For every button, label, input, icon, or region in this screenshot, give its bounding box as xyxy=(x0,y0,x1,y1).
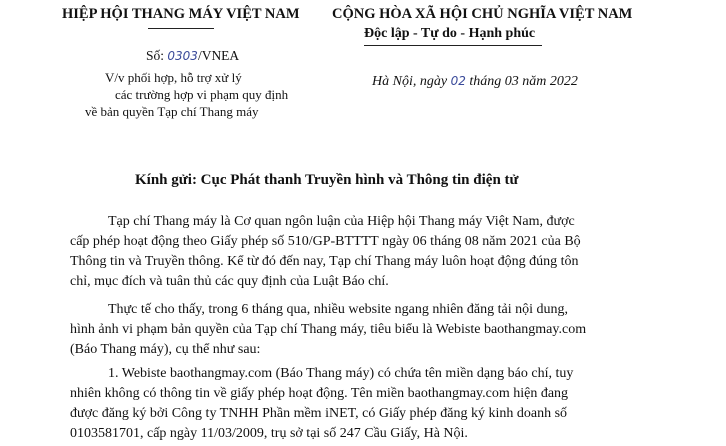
body-line: Tạp chí Thang máy là Cơ quan ngôn luận của Hiệp hội Thang máy Việt Nam, được xyxy=(108,214,575,229)
subject-line: V/v phối hợp, hỗ trợ xử lý xyxy=(105,70,242,85)
document-number-suffix: /VNEA xyxy=(197,48,240,63)
body-line: cấp phép hoạt động theo Giấy phép số 510/GP-BTTTT ngày 06 tháng 08 năm 2021 của Bộ xyxy=(70,234,581,249)
date-prefix: Hà Nội, ngày xyxy=(372,74,448,89)
date-line xyxy=(372,74,578,90)
body-line: Thực tế cho thấy, trong 6 tháng qua, nhiều website ngang nhiên đăng tải nội dung, xyxy=(108,302,569,317)
date-day-handwritten: 02 xyxy=(450,74,466,88)
subject-line: các trường hợp vi phạm quy định xyxy=(115,87,289,102)
body-line: (Báo Thang máy), cụ thể như sau: xyxy=(70,342,261,357)
subject-line: về bản quyền Tạp chí Thang máy xyxy=(85,104,259,119)
body-line: hình ảnh vi phạm bản quyền của Tạp chí Thang máy, tiêu biểu là Webiste baothangmay.com xyxy=(70,322,587,337)
body-line: nhiên không có thông tin về giấy phép hoạt động. Tên miền baothangmay.com hiện đang xyxy=(70,386,569,401)
body-line: được đăng ký bởi Công ty TNHH Phần mềm iNET, có Giấy phép đăng ký kinh doanh số xyxy=(70,406,568,421)
republic-name: CỘNG HÒA XÃ HỘI CHỦ NGHĨA VIỆT NAM xyxy=(332,6,633,22)
body-line: chỉ, mục đích và tuân thủ các quy định của Luật Báo chí. xyxy=(70,274,389,289)
recipient-line: Kính gửi: Cục Phát thanh Truyền hình và Thông tin điện tử xyxy=(135,172,519,188)
national-motto: Độc lập - Tự do - Hạnh phúc xyxy=(364,26,536,41)
document-number-prefix: Số: xyxy=(146,48,165,63)
body-line: 0103581701, cấp ngày 11/03/2009, trụ sở tại số 247 Cầu Giấy, Hà Nội. xyxy=(70,426,468,441)
body-line: Thông tin và Truyền thông. Kể từ đó đến nay, Tạp chí Thang máy luôn hoạt động đúng tôn xyxy=(70,254,579,269)
document-number-handwritten: 0303 xyxy=(167,49,198,63)
body-line: 1. Webiste baothangmay.com (Báo Thang máy) có chứa tên miền dạng báo chí, tuy xyxy=(108,366,574,381)
document-number xyxy=(146,48,239,64)
motto-underline xyxy=(364,45,542,46)
organization-underline xyxy=(148,28,214,29)
organization-name: HIỆP HỘI THANG MÁY VIỆT NAM xyxy=(62,6,300,22)
date-suffix: tháng 03 năm 2022 xyxy=(469,74,578,89)
